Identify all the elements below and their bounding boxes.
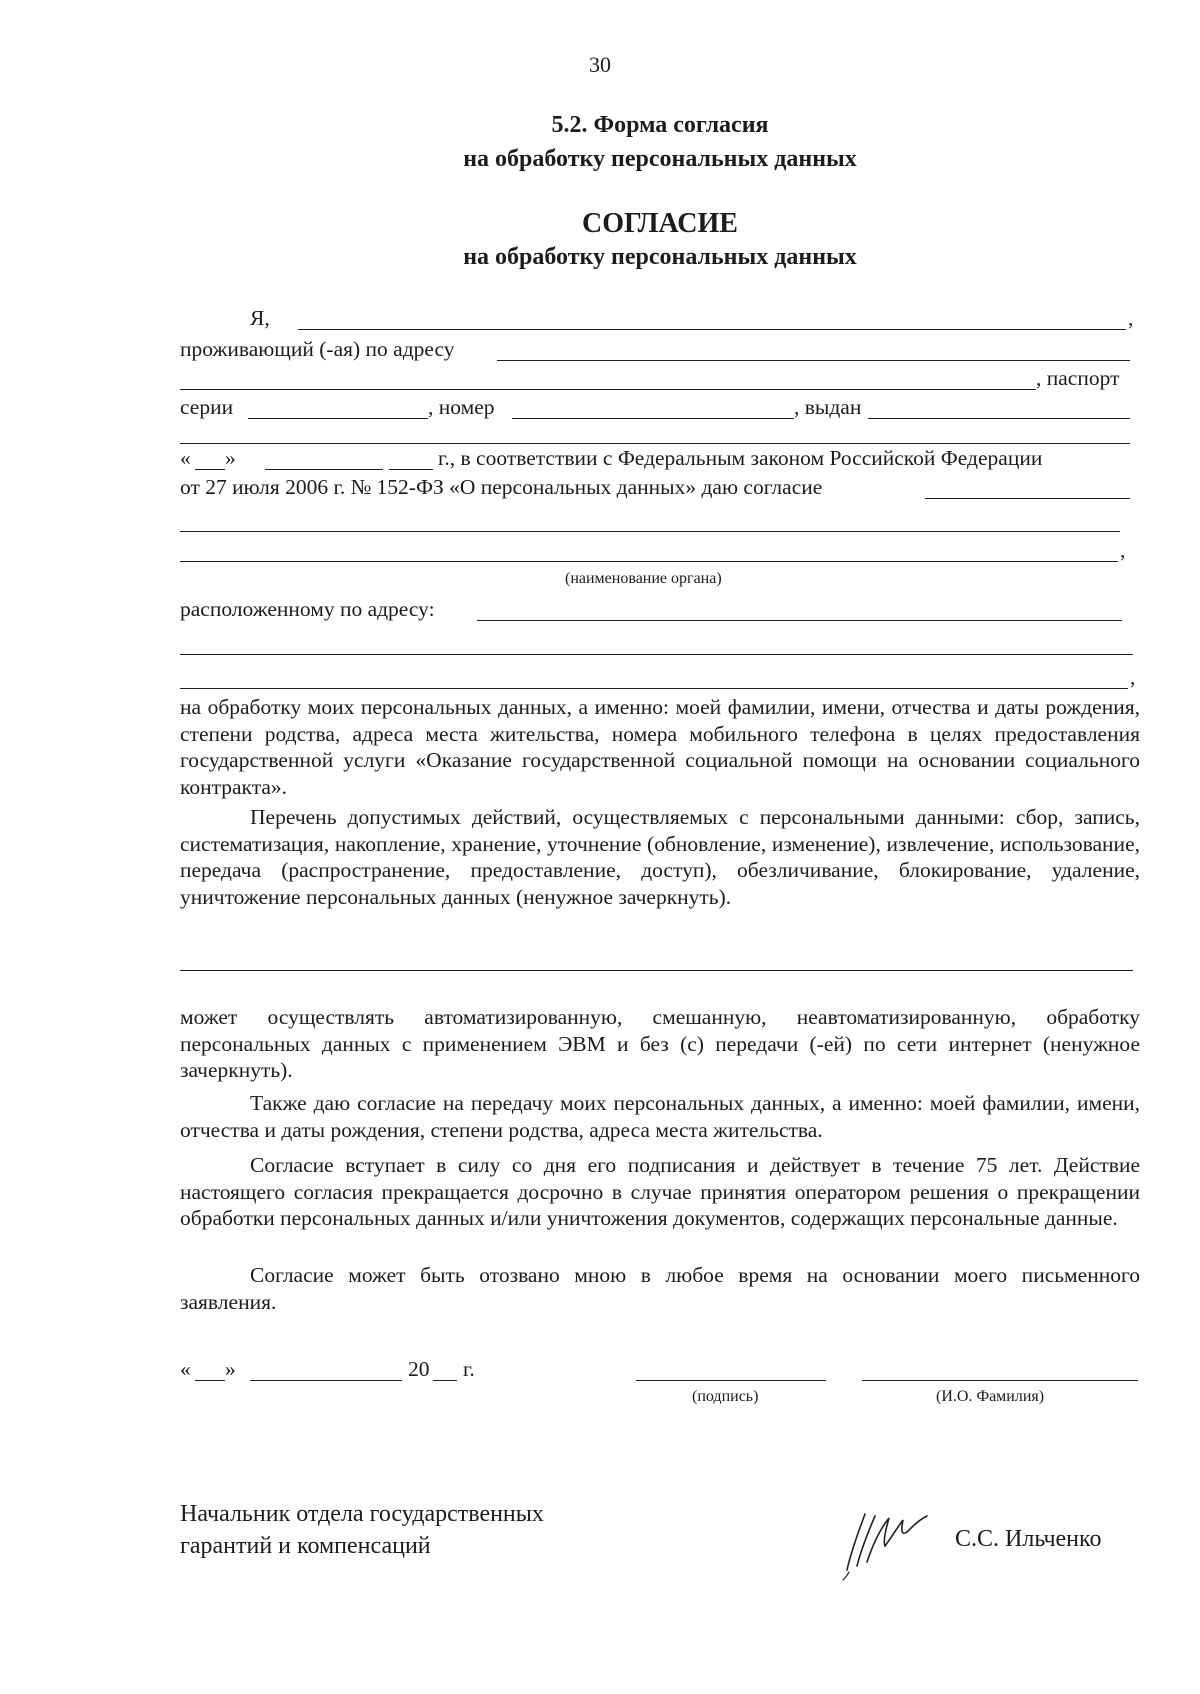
blank-line-field[interactable] bbox=[180, 970, 1133, 971]
sign-year-label: 20 bbox=[408, 1357, 430, 1381]
signature-field[interactable] bbox=[636, 1380, 826, 1381]
comma: , bbox=[1128, 306, 1134, 330]
signature-caption: (подпись) bbox=[692, 1388, 759, 1405]
signatory-position bbox=[180, 1498, 544, 1562]
issue-year-field[interactable] bbox=[389, 469, 433, 470]
paragraph-actions-text: Перечень допустимых действий, осуществляемых с персональными данными: сбор, запись, систематизация, накопление, хранение, уточнение (обновление, изменение), извлечение, использование, передача (распространение, предоставление, доступ), обезличивание, блокирование, удаление, уничтожение персональных данных (ненужное зачеркнуть). bbox=[180, 805, 1140, 909]
issue-month-field[interactable] bbox=[265, 469, 383, 470]
law-text-line2: от 27 июля 2006 г. № 152-ФЗ «О персональных данных» даю согласие bbox=[180, 475, 823, 499]
passport-label: , паспорт bbox=[1036, 366, 1120, 390]
name-caption: (И.О. Фамилия) bbox=[936, 1388, 1045, 1405]
paragraph-transfer-text: Также даю согласие на передачу моих персональных данных, а именно: моей фамилии, имени, отчества и даты рождения, степени родства, адреса места жительства. bbox=[180, 1091, 1140, 1142]
issue-day-field[interactable] bbox=[195, 469, 225, 470]
sign-year-field[interactable] bbox=[433, 1380, 457, 1381]
org-address-field-3[interactable] bbox=[180, 688, 1128, 689]
located-label: расположенному по адресу: bbox=[180, 597, 435, 621]
consent-to-field-2[interactable] bbox=[180, 531, 1120, 532]
paragraph-processing: может осуществлять автоматизированную, смешанную, неавтоматизированную, обработку персональных данных с применением ЭВМ и без (с) передачи (-ей) по сети интернет (ненужное зачеркнуть). bbox=[180, 1005, 1140, 1082]
passport-series-field[interactable] bbox=[248, 418, 428, 419]
signatory-position-line2: гарантий и компенсаций bbox=[180, 1533, 431, 1559]
consent-to-field-3[interactable] bbox=[180, 561, 1118, 562]
consent-to-field-1[interactable] bbox=[925, 498, 1130, 499]
document-title: СОГЛАСИЕ bbox=[582, 208, 738, 239]
org-address-field-2[interactable] bbox=[180, 654, 1133, 655]
address-field-2[interactable] bbox=[180, 389, 1036, 390]
residing-label: проживающий (-ая) по адресу bbox=[180, 337, 455, 361]
signatory-name: С.С. Ильченко bbox=[955, 1526, 1102, 1552]
sign-date-quote-close: » bbox=[225, 1357, 236, 1381]
sign-day-field[interactable] bbox=[195, 1380, 225, 1381]
section-heading-line2: на обработку персональных данных bbox=[463, 146, 857, 172]
handwritten-signature bbox=[835, 1502, 935, 1582]
address-field-1[interactable] bbox=[497, 360, 1130, 361]
paragraph-revocation bbox=[180, 1262, 1140, 1315]
paragraph-revocation-text: Согласие может быть отозвано мною в любое время на основании моего письменного заявления. bbox=[180, 1263, 1140, 1314]
sign-month-field[interactable] bbox=[250, 1380, 402, 1381]
page-number: 30 bbox=[589, 52, 611, 77]
issued-label: , выдан bbox=[794, 395, 862, 419]
law-text-line1: г., в соответствии с Федеральным законом Российской Федерации bbox=[438, 446, 1043, 470]
paragraph-validity bbox=[180, 1152, 1140, 1232]
full-name-field[interactable] bbox=[298, 329, 1126, 330]
section-heading-line1: 5.2. Форма согласия bbox=[551, 112, 769, 138]
org-name-caption: (наименование органа) bbox=[565, 570, 722, 587]
comma: , bbox=[1130, 665, 1136, 689]
i-label: Я, bbox=[250, 306, 270, 330]
series-label: серии bbox=[180, 395, 234, 419]
issued-by-field-1[interactable] bbox=[868, 418, 1130, 419]
date-quote-close: » bbox=[225, 446, 236, 470]
paragraph-purpose: на обработку моих персональных данных, а именно: моей фамилии, имени, отчества и даты рождения, степени родства, адреса места жительства, номера мобильного телефона в целях предоставления государственной услуги «Оказание государственной социальной помощи на основании социального контракта». bbox=[180, 695, 1140, 799]
paragraph-transfer bbox=[180, 1090, 1140, 1143]
org-address-field-1[interactable] bbox=[477, 620, 1122, 621]
document-subtitle: на обработку персональных данных bbox=[463, 244, 857, 270]
signatory-position-line1: Начальник отдела государственных bbox=[180, 1501, 544, 1527]
sign-date-quote-open: « bbox=[180, 1357, 191, 1381]
full-name-initials-field[interactable] bbox=[862, 1380, 1138, 1381]
comma: , bbox=[1120, 538, 1126, 562]
date-quote-open: « bbox=[180, 446, 191, 470]
passport-number-field[interactable] bbox=[512, 418, 794, 419]
issued-by-field-2[interactable] bbox=[180, 443, 1130, 444]
paragraph-validity-text: Согласие вступает в силу со дня его подписания и действует в течение 75 лет. Действие настоящего согласия прекращается досрочно в случае принятия оператором решения о прекращении обработки персональных данных и/или уничтожения документов, содержащих персональные данные. bbox=[180, 1153, 1140, 1230]
sign-year-suffix: г. bbox=[463, 1357, 475, 1381]
paragraph-actions bbox=[180, 804, 1140, 910]
number-label: , номер bbox=[428, 395, 495, 419]
